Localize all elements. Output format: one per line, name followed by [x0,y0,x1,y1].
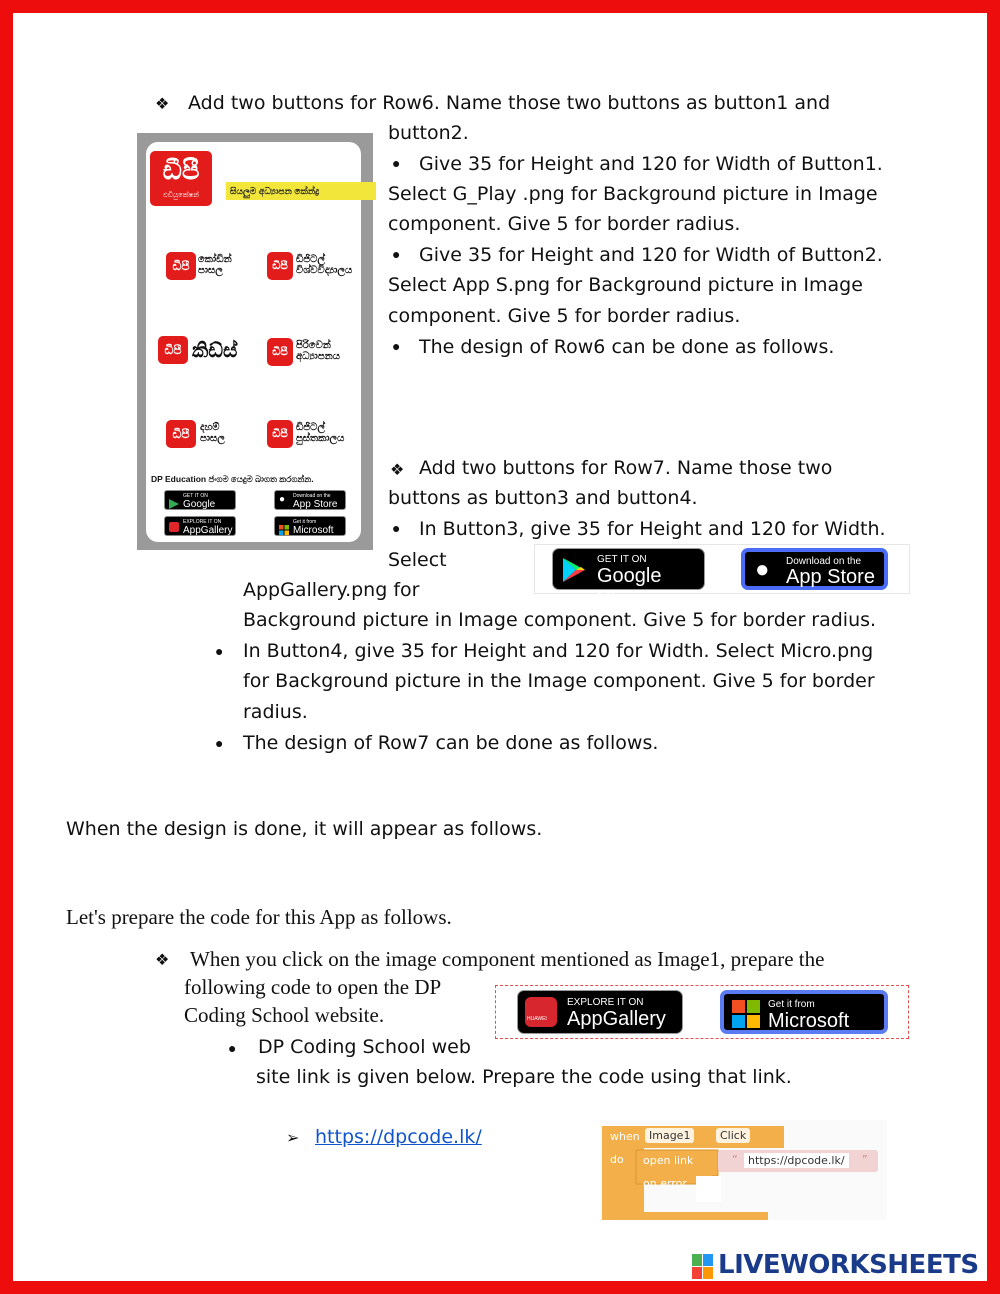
apple-icon: ● [279,494,286,505]
tile-logo: ඩීපී [267,420,293,448]
instruction-line: The design of Row6 can be done as follows. [419,336,835,358]
dpcode-link[interactable]: https://dpcode.lk/ [315,1126,482,1148]
tile-logo: ඩීපී [166,252,196,280]
dp-logo: ඩීපී එඩියුකේෂන් [150,151,212,206]
huawei-icon: HUAWEI [525,997,557,1027]
microsoft-badge: Get it from Microsoft [720,990,888,1034]
microsoft-icon [279,522,289,532]
instruction-line: radius. [243,701,308,723]
tile-label: පිරිවෙන් අධ්‍යාපනය [296,340,340,362]
instruction-line: In Button4, give 35 for Height and 120 for Width. Select Micro.png [243,640,874,662]
google-play-badge: GET IT ON Google Play [552,548,705,590]
microsoft-badge: Get it from Microsoft [274,516,346,536]
instruction-line: Select G_Play .png for Background picture in Image [388,183,878,205]
app-screenshot [137,133,373,550]
download-caption: DP Education ජංගම යෙදුම බාගත කරගන්න. [151,474,314,484]
arrow-bullet-icon: ➢ [286,1130,300,1147]
instruction-line: site link is given below. Prepare the code using that link. [256,1066,792,1088]
code-block-image: when Image1 Click do open link on error “ https://dpcode.lk/ ” [600,1120,887,1220]
bullet-icon: ● [392,338,401,354]
instruction-line: component. Give 5 for border radius. [388,305,741,327]
instruction-line: buttons as button3 and button4. [388,487,698,509]
instruction-line: Give 35 for Height and 120 for Width of Button1. [419,153,883,175]
instruction-line: for Background picture in the Image component. Give 5 for border [243,670,875,692]
row7-design-image [495,985,909,1039]
url-text-block[interactable]: https://dpcode.lk/ [744,1153,849,1168]
instruction-line: When you click on the image component mentioned as Image1, prepare the [190,947,825,971]
instruction-line: Select [388,549,447,571]
instruction-line: Coding School website. [184,1003,385,1027]
instruction-line: Add two buttons for Row6. Name those two buttons as button1 and [188,92,831,114]
google-play-icon [169,496,179,506]
tile-logo: ඩීපී [267,338,293,366]
diamond-bullet-icon: ❖ [390,462,405,479]
bullet-icon: ● [215,735,224,751]
huawei-icon [169,522,179,532]
google-play-icon [563,558,585,582]
tile-label: කිඩ්ස් [192,338,238,362]
tile-label: ඩිජිටල් විශ්වවිද්‍යාලය [296,254,353,276]
bullet-icon: ● [392,155,401,171]
tile-logo: ඩීපී [267,252,293,280]
instruction-line: following code to open the DP [184,975,442,999]
tile-logo: ඩීපී [166,420,196,448]
tile-label: දහම් පාසල [200,422,225,444]
instruction-line: Give 35 for Height and 120 for Width of Button2. [419,244,883,266]
section-heading: Let's prepare the code for this App as follows. [66,905,452,929]
row6-design-image [534,544,910,610]
quote-close-icon: ” [862,1153,868,1166]
banner: සියලුම අධ්‍යාපන කේන්ද්‍ර [226,182,376,200]
diamond-bullet-icon: ❖ [155,96,170,113]
instruction-line: Add two buttons for Row7. Name those two [419,457,833,479]
instruction-line: Background picture in Image component. Give 5 for border radius. [243,609,877,631]
bullet-icon: ● [392,520,401,536]
instruction-line: component. Give 5 for border radius. [388,213,741,235]
instruction-line: button2. [388,122,469,144]
bullet-icon: ● [392,246,401,262]
apple-icon: ● [755,556,770,583]
instruction-line: DP Coding School web [258,1036,471,1058]
tile-label: ඩිජිටල් පුස්තකාලය [296,422,345,444]
instruction-line: In Button3, give 35 for Height and 120 for Width. [419,518,886,540]
appgallery-badge: HUAWEI EXPLORE IT ON AppGallery [517,990,683,1034]
event-dropdown[interactable]: Click [716,1128,750,1143]
diamond-bullet-icon: ❖ [155,952,170,969]
app-store-badge: ● Download on the App Store [741,548,888,590]
instruction-line: AppGallery.png for [243,579,420,601]
google-play-badge: GET IT ON Google [164,490,236,510]
instruction-line: Select App S.png for Background picture in Image [388,274,863,296]
component-dropdown[interactable]: Image1 [645,1128,694,1143]
instruction-line: When the design is done, it will appear as follows. [66,818,543,840]
tile-label: කෝඩින් පාසල [198,254,232,276]
bullet-icon: ● [215,643,224,659]
app-store-badge: ● Download on the App Store [274,490,346,510]
bullet-icon: ● [228,1040,237,1056]
quote-open-icon: “ [732,1153,738,1166]
instruction-line: The design of Row7 can be done as follows. [243,732,659,754]
tile-logo: ඩීපී [158,336,188,364]
watermark: LIVEWORKSHEETS [718,1250,979,1280]
liveworksheets-logo-icon [692,1254,714,1280]
appgallery-badge: EXPLORE IT ON AppGallery [164,516,236,536]
microsoft-icon [732,1000,760,1028]
